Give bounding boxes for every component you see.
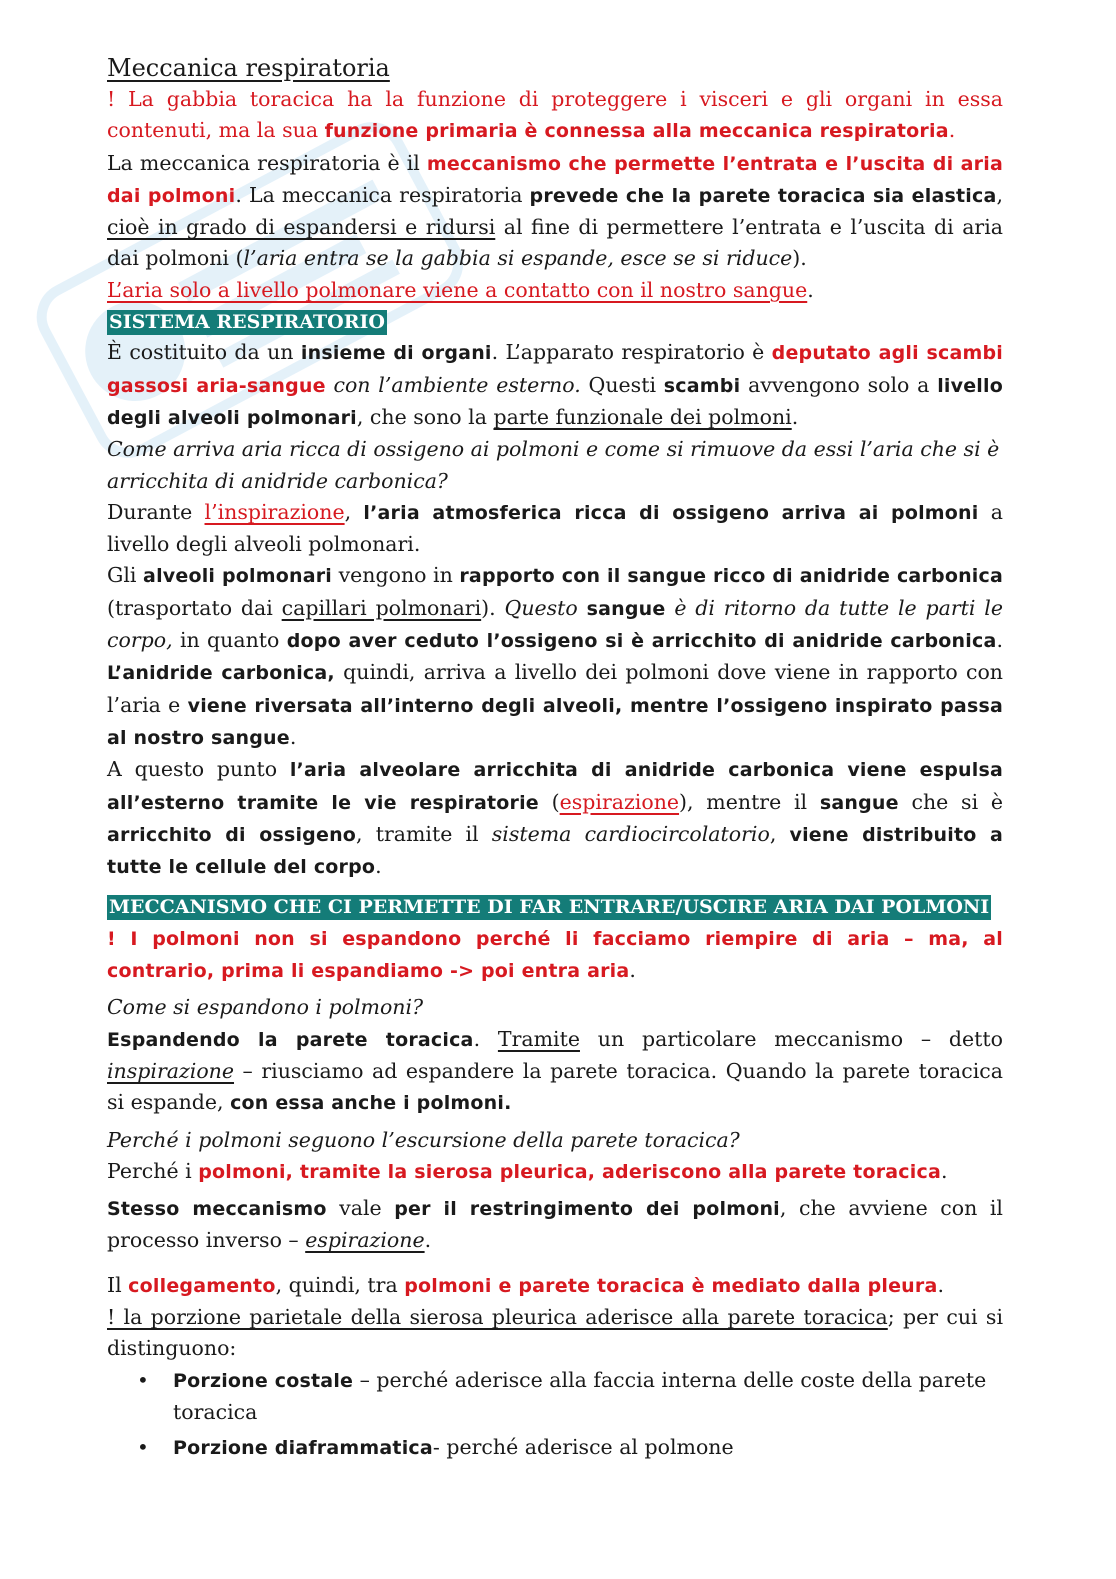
- paragraph-espirazione: A questo punto l’aria alveolare arricchita di anidride carbonica viene espulsa all’esterno tramite le vie respiratorie (espirazione), mentre il sangue che si è arricchito di ossigeno, tramite il sistema cardiocircolatorio, viene distribuito a tutte le cellule del corpo.: [107, 757, 1004, 879]
- paragraph-inspirazione: Durante l’inspirazione, l’aria atmosferica ricca di ossigeno arriva ai polmoni a livello degli alveoli polmonari.: [107, 499, 1003, 557]
- paragraph-restringimento: Stesso meccanismo vale per il restringimento dei polmoni, che avviene con il processo inverso – espirazione.: [107, 1196, 1003, 1253]
- question-espansione: Come si espandono i polmoni?: [107, 995, 424, 1020]
- section-heading-meccanismo: MECCANISMO CHE CI PERMETTE DI FAR ENTRARE/USCIRE ARIA DAI POLMONI: [109, 896, 990, 919]
- paragraph-sangue: L’aria solo a livello polmonare viene a contatto con il nostro sangue.: [107, 277, 814, 302]
- question-ossigeno: Come arriva aria ricca di ossigeno ai polmoni e come si rimuove da essi l’aria che si è arricchita di anidride carbonica?: [107, 437, 1000, 493]
- section-heading-sistema: SISTEMA RESPIRATORIO: [109, 311, 385, 334]
- list-item: • Porzione costale – perché aderisce alla faccia interna delle coste della parete toracica: [173, 1365, 1003, 1429]
- question-escursione: Perché i polmoni seguono l’escursione della parete toracica?: [107, 1127, 740, 1152]
- paragraph-collegamento: Il collegamento, quindi, tra polmoni e parete toracica è mediato dalla pleura.: [107, 1272, 945, 1297]
- paragraph-meccanica: La meccanica respiratoria è il meccanismo che permette l’entrata e l’uscita di aria dai polmoni. La meccanica respiratoria prevede che la parete toracica sia elastica, cioè in grado di espandersi e ridursi al fine di permettere l’entrata e l’uscita di aria dai polmoni (l’aria entra se la gabbia si espande, esce se si riduce).: [107, 150, 1003, 271]
- paragraph-pleura: Perché i polmoni, tramite la sierosa pleurica, aderiscono alla parete toracica.: [107, 1158, 948, 1183]
- document-page: [107, 52, 1003, 1464]
- paragraph-parete-toracica: Espandendo la parete toracica. Tramite un particolare meccanismo – detto inspirazione – riusciamo ad espandere la parete toracica. Quando la parete toracica si espande, con essa anche i polmoni.: [107, 1026, 1003, 1115]
- paragraph-alveoli: Gli alveoli polmonari vengono in rapporto con il sangue ricco di anidride carbonica (trasportato dai capillari polmonari). Questo sangue è di ritorno da tutte le parti le corpo, in quanto dopo aver ceduto l’ossigeno si è arricchito di anidride carbonica. L’anidride carbonica, quindi, arriva a livello dei polmoni dove viene in rapporto con l’aria e viene riversata all’interno degli alveoli, mentre l’ossigeno inspirato passa al nostro sangue.: [107, 563, 1003, 749]
- paragraph-intro: ! La gabbia toracica ha la funzione di proteggere i visceri e gli organi in essa contenuti, ma la sua funzione primaria è connessa alla meccanica respiratoria.: [107, 87, 1003, 143]
- list-item: • Porzione diaframmatica- perché aderisce al polmone: [173, 1432, 1003, 1464]
- page-title: Meccanica respiratoria: [107, 54, 390, 82]
- porzioni-list: [107, 1365, 1003, 1465]
- paragraph-porzione-parietale: ! la porzione parietale della sierosa pleurica aderisce alla parete toracica; per cui si distinguono:: [107, 1304, 1004, 1361]
- paragraph-sistema: È costituito da un insieme di organi. L’apparato respiratorio è deputato agli scambi gassosi aria-sangue con l’ambiente esterno. Questi scambi avvengono solo a livello degli alveoli polmonari, che sono la parte funzionale dei polmoni.: [107, 340, 1003, 429]
- paragraph-polmoni-espansione: ! I polmoni non si espandono perché li facciamo riempire di aria – ma, al contrario, prima li espandiamo -> poi entra aria.: [107, 927, 1003, 983]
